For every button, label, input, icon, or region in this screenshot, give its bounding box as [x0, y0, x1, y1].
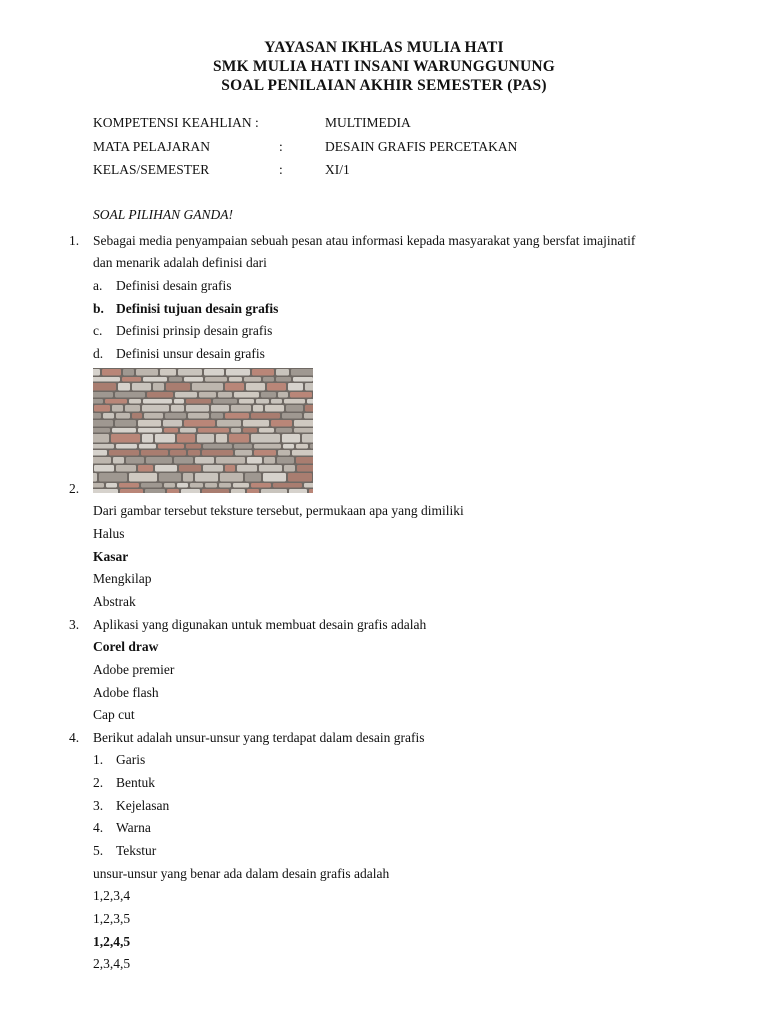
option-text: Abstrak [93, 594, 136, 609]
wall-stone [192, 383, 223, 391]
wall-stone [184, 377, 203, 382]
wall-stone [296, 457, 313, 464]
wall-stone [256, 399, 269, 404]
wall-stone [204, 369, 224, 376]
wall-stone [237, 465, 257, 472]
wall-stone [286, 405, 303, 412]
wall-stone [129, 473, 157, 482]
wall-stone [188, 413, 209, 419]
wall-stone [186, 444, 201, 449]
info-key: KELAS/SEMESTER [93, 162, 210, 177]
wall-stone [165, 413, 186, 419]
wall-stone [243, 428, 257, 433]
wall-stone [203, 444, 232, 449]
wall-stone [138, 420, 161, 427]
wall-stone [233, 483, 249, 488]
wall-stone [164, 483, 175, 488]
wall-stone [93, 434, 109, 443]
wall-stone [251, 483, 271, 488]
question-text: unsur-unsur yang benar ada dalam desain grafis adalah [93, 866, 390, 881]
wall-stone [203, 465, 223, 472]
wall-stone [116, 465, 136, 472]
wall-stone [116, 444, 137, 449]
option-text: 1,2,3,4 [93, 888, 131, 903]
wall-stone [297, 465, 313, 472]
wall-stone [155, 465, 177, 472]
wall-stone [246, 383, 265, 391]
info-row [93, 139, 693, 163]
wall-stone [132, 383, 151, 391]
wall-stone [278, 392, 288, 398]
wall-stone [93, 444, 114, 449]
wall-stone [282, 413, 302, 419]
element-text: Warna [116, 820, 151, 835]
wall-stone [294, 428, 313, 433]
wall-stone [289, 489, 307, 493]
wall-stone [225, 383, 244, 391]
question-text: dan menarik adalah definisi dari [93, 255, 267, 270]
wall-stone [216, 457, 245, 464]
wall-stone [283, 444, 294, 449]
wall-stone [259, 428, 274, 433]
wall-stone [247, 489, 259, 493]
wall-stone [113, 457, 124, 464]
wall-stone [205, 377, 227, 382]
wall-stone [180, 428, 196, 433]
wall-stone [142, 434, 153, 443]
wall-stone [120, 489, 143, 493]
wall-stone [309, 489, 313, 493]
option-text: Definisi unsur desain grafis [116, 346, 265, 361]
wall-stone [116, 413, 130, 419]
element-text: Tekstur [116, 843, 157, 858]
wall-stone [166, 383, 190, 391]
wall-stone [155, 434, 175, 443]
element-text: Garis [116, 752, 146, 767]
wall-stone [218, 392, 232, 398]
wall-stone [159, 473, 181, 482]
wall-stone [126, 457, 144, 464]
wall-stone [231, 489, 245, 493]
question-text: Aplikasi yang digunakan untuk membuat desain grafis adalah [93, 617, 427, 632]
wall-stone [234, 444, 252, 449]
wall-stone [264, 457, 275, 464]
wall-stone [93, 473, 97, 482]
question-text: Dari gambar tersebut teksture tersebut, permukaan apa yang dimiliki [93, 503, 464, 518]
wall-stone [239, 399, 254, 404]
element-number: 3. [93, 798, 104, 813]
wall-stone [254, 444, 281, 449]
wall-stone [99, 473, 127, 482]
question-number: 4. [69, 730, 80, 745]
element-text: Bentuk [116, 775, 155, 790]
option-text-correct: Definisi tujuan desain grafis [116, 301, 279, 316]
wall-stone [288, 473, 312, 482]
wall-stone [304, 483, 313, 488]
wall-stone [125, 405, 140, 412]
question-number: 3. [69, 617, 80, 632]
wall-stone [171, 405, 184, 412]
wall-stone [102, 369, 121, 376]
wall-stone [259, 465, 282, 472]
foundation-name: YAYASAN IKHLAS MULIA HATI [264, 39, 504, 56]
wall-stone [254, 450, 276, 456]
wall-stone [94, 405, 110, 412]
wall-stone [106, 483, 117, 488]
wall-stone [273, 483, 302, 488]
wall-stone [199, 392, 216, 398]
question-number: 2. [69, 481, 80, 496]
question-text: Sebagai media penyampaian sebuah pesan atau informasi kepada masyarakat yang bersfat imajinatif [93, 233, 636, 248]
wall-stone [186, 405, 209, 412]
wall-stone [93, 399, 103, 404]
wall-stone [163, 420, 182, 427]
wall-stone [244, 377, 261, 382]
wall-stone [265, 405, 284, 412]
element-number: 1. [93, 752, 104, 767]
exam-title: SOAL PENILAIAN AKHIR SEMESTER (PAS) [221, 77, 547, 94]
wall-stone [115, 420, 136, 427]
wall-stone [174, 399, 184, 404]
wall-stone [293, 377, 313, 382]
wall-stone [263, 473, 286, 482]
element-number: 5. [93, 843, 104, 858]
option-letter: c. [93, 323, 103, 338]
info-colon: : [279, 138, 283, 154]
wall-stone [261, 489, 287, 493]
wall-stone [132, 413, 142, 419]
wall-stone [139, 444, 156, 449]
wall-stone [144, 413, 163, 419]
option-text-correct: Kasar [93, 549, 129, 564]
option-text-correct: 1,2,4,5 [93, 934, 131, 949]
option-text: Adobe premier [93, 662, 175, 677]
wall-stone [243, 420, 269, 427]
wall-stone [202, 450, 233, 456]
wall-stone [219, 483, 231, 488]
wall-stone [178, 369, 202, 376]
wall-stone [271, 420, 292, 427]
wall-stone [290, 392, 312, 398]
wall-stone [93, 489, 118, 493]
wall-stone [143, 399, 172, 404]
wall-stone [94, 465, 114, 472]
option-letter: d. [93, 346, 104, 361]
wall-stone [302, 434, 313, 443]
wall-stone [146, 457, 172, 464]
wall-stone [305, 405, 313, 412]
info-row [93, 162, 693, 186]
wall-stone [158, 444, 184, 449]
wall-stone [169, 377, 182, 382]
wall-stone [138, 465, 153, 472]
wall-stone [184, 420, 215, 427]
info-key: KOMPETENSI KEAHLIAN : [93, 115, 259, 130]
wall-stone [229, 377, 242, 382]
wall-stone [271, 399, 282, 404]
wall-stone [115, 392, 145, 398]
wall-stone [220, 473, 243, 482]
wall-stone [307, 399, 313, 404]
wall-stone [119, 483, 139, 488]
question-number: 1. [69, 233, 80, 248]
wall-stone [211, 413, 223, 419]
wall-stone [93, 392, 113, 398]
wall-stone [267, 383, 286, 391]
stone-wall-texture-image [93, 368, 313, 493]
wall-stone [235, 450, 252, 456]
wall-stone [211, 405, 229, 412]
wall-stone [276, 369, 289, 376]
wall-stone [229, 434, 249, 443]
wall-stone [183, 473, 193, 482]
wall-stone [136, 369, 158, 376]
wall-stone [276, 428, 292, 433]
wall-stone [195, 473, 218, 482]
section-title: SOAL PILIHAN GANDA! [93, 207, 233, 222]
wall-stone [291, 369, 313, 376]
wall-stone [216, 434, 227, 443]
option-text: Definisi desain grafis [116, 278, 232, 293]
wall-stone [170, 450, 186, 456]
wall-stone [247, 457, 262, 464]
wall-stone [190, 483, 203, 488]
wall-stone [167, 489, 179, 493]
wall-stone [122, 377, 141, 382]
wall-stone [245, 473, 261, 482]
wall-stone [143, 377, 167, 382]
wall-stone [296, 444, 308, 449]
wall-stone [93, 413, 101, 419]
wall-stone [103, 413, 114, 419]
wall-stone [234, 392, 259, 398]
wall-stone [93, 369, 100, 376]
wall-stone [93, 377, 120, 382]
option-letter: a. [93, 278, 103, 293]
wall-stone [141, 450, 168, 456]
wall-stone [147, 392, 173, 398]
wall-stone [231, 405, 251, 412]
option-text: Cap cut [93, 707, 135, 722]
option-text: Definisi prinsip desain grafis [116, 323, 273, 338]
info-value: XI/1 [325, 162, 350, 177]
wall-stone [188, 450, 200, 456]
wall-stone [253, 405, 263, 412]
option-letter: b. [93, 301, 104, 316]
wall-stone [231, 428, 241, 433]
wall-stone [186, 399, 211, 404]
wall-stone [304, 413, 313, 419]
info-key: MATA PELAJARAN [93, 138, 211, 154]
exam-info [93, 115, 693, 186]
info-colon: : [279, 162, 283, 177]
wall-stone [129, 399, 141, 404]
wall-stone [225, 413, 249, 419]
wall-stone [226, 369, 250, 376]
wall-stone [177, 483, 188, 488]
wall-stone [251, 434, 280, 443]
info-value: MULTIMEDIA [325, 115, 411, 130]
element-number: 2. [93, 775, 104, 790]
wall-stone [181, 489, 200, 493]
wall-stone [138, 428, 162, 433]
wall-stone [217, 420, 241, 427]
wall-stone [109, 450, 139, 456]
wall-stone [93, 483, 104, 488]
wall-stone [145, 489, 165, 493]
wall-stone [305, 383, 313, 391]
wall-stone [93, 428, 110, 433]
wall-stone [195, 457, 214, 464]
document-header [0, 38, 768, 95]
wall-stone [251, 413, 280, 419]
wall-stone [179, 465, 201, 472]
wall-stone [111, 434, 140, 443]
option-text: Adobe flash [93, 685, 159, 700]
wall-stone [282, 434, 300, 443]
wall-stone [160, 369, 176, 376]
option-text: 1,2,3,5 [93, 911, 131, 926]
wall-stone [205, 483, 217, 488]
question-text: Berikut adalah unsur-unsur yang terdapat dalam desain grafis [93, 730, 425, 745]
wall-stone [142, 405, 169, 412]
wall-stone [310, 444, 313, 449]
wall-stone [263, 377, 274, 382]
wall-stone [213, 399, 237, 404]
wall-stone [118, 383, 130, 391]
wall-stone [284, 465, 295, 472]
option-text: 2,3,4,5 [93, 956, 131, 971]
wall-stone [93, 383, 116, 391]
wall-stone [197, 434, 214, 443]
wall-stone [177, 434, 195, 443]
element-text: Kejelasan [116, 798, 170, 813]
wall-stone [123, 369, 134, 376]
option-text: Mengkilap [93, 571, 152, 586]
wall-stone [105, 399, 127, 404]
wall-stone [292, 450, 313, 456]
wall-stone [141, 483, 162, 488]
info-value: DESAIN GRAFIS PERCETAKAN [325, 138, 518, 154]
wall-stone [276, 377, 291, 382]
wall-stone [278, 450, 290, 456]
wall-stone [288, 383, 303, 391]
info-row [93, 115, 693, 139]
wall-stone [93, 457, 111, 464]
element-number: 4. [93, 820, 104, 835]
wall-stone [93, 450, 107, 456]
wall-stone [175, 392, 197, 398]
wall-stone [153, 383, 164, 391]
wall-stone [277, 457, 294, 464]
option-text: Halus [93, 526, 125, 541]
wall-stone [174, 457, 193, 464]
wall-stone [112, 428, 136, 433]
wall-stone [112, 405, 123, 412]
school-name: SMK MULIA HATI INSANI WARUNGGUNUNG [212, 58, 556, 75]
wall-stone [93, 420, 113, 427]
wall-stone [225, 465, 235, 472]
wall-stone [164, 428, 178, 433]
wall-stone [284, 399, 305, 404]
option-text-correct: Corel draw [93, 639, 159, 654]
wall-stone [294, 420, 313, 427]
wall-stone [198, 428, 229, 433]
wall-stone [261, 392, 276, 398]
wall-stone [202, 489, 229, 493]
wall-stone [252, 369, 274, 376]
